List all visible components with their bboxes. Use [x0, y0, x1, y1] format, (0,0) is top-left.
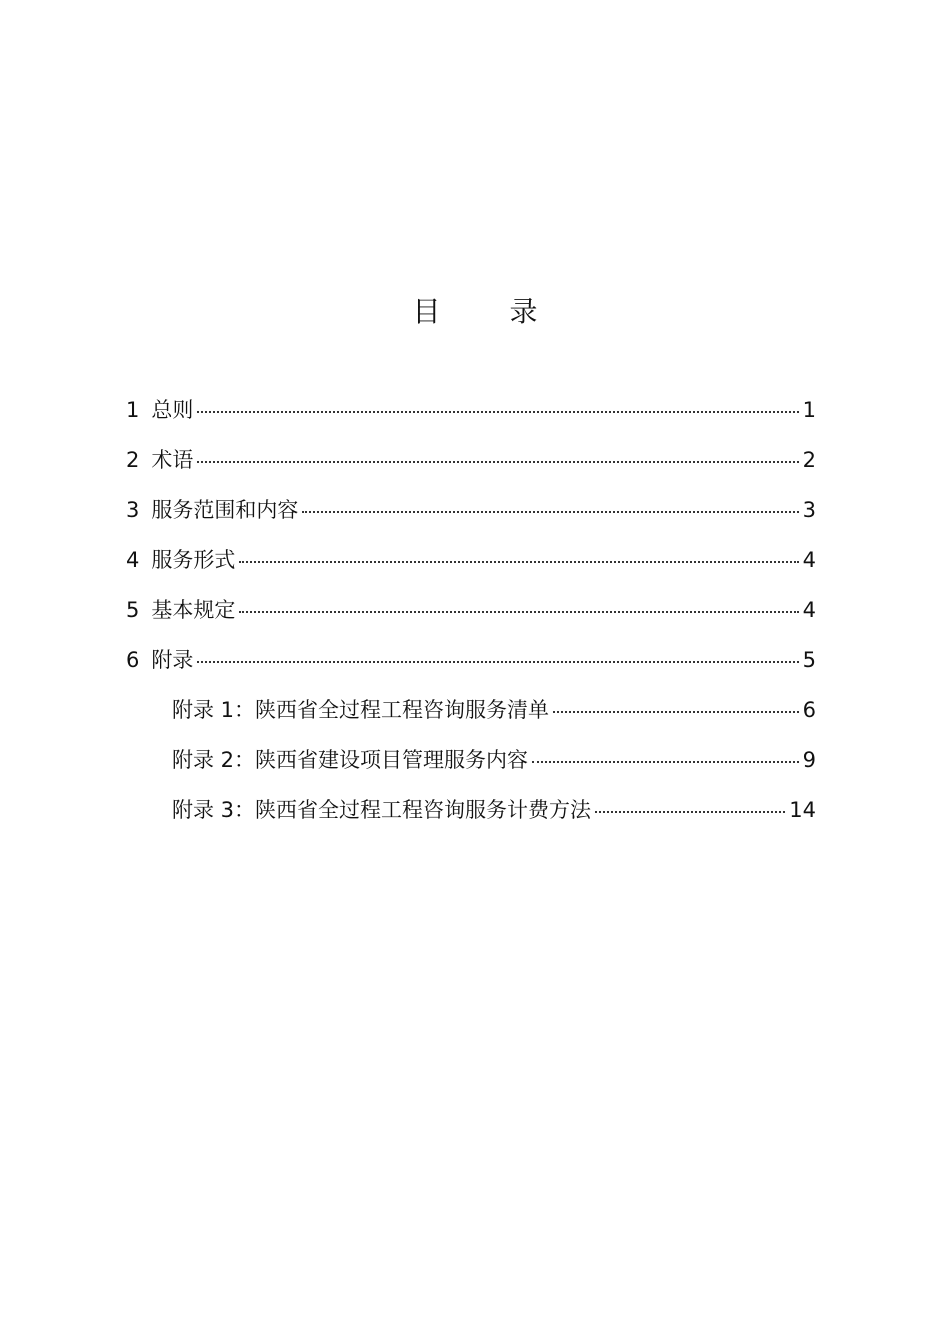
toc-entry-label: 总则 [151, 398, 194, 422]
toc-entry-number: 1 [126, 398, 140, 422]
toc-subentry-appendix-3[interactable] [126, 790, 816, 840]
toc-entry-scope[interactable] [126, 490, 816, 540]
toc-subentry-appendix-2[interactable] [126, 740, 816, 790]
toc-entry-label: 附录 3：陕西省全过程工程咨询服务计费方法 [172, 798, 592, 822]
toc-entry-label: 服务形式 [151, 548, 236, 572]
toc-dot-leader [239, 561, 798, 563]
toc-entry-page: 2 [802, 448, 816, 472]
toc-entry-number: 2 [126, 448, 140, 472]
toc-entry-page: 9 [802, 748, 816, 772]
toc-entry-service-form[interactable] [126, 540, 816, 590]
toc-entry-basic-rules[interactable] [126, 590, 816, 640]
toc-entry-page: 1 [802, 398, 816, 422]
toc-entry-terms[interactable] [126, 440, 816, 490]
toc-entry-number: 6 [126, 648, 140, 672]
toc-entry-label: 附录 [151, 648, 194, 672]
toc-entry-number: 3 [126, 498, 140, 522]
toc-entry-label: 基本规定 [151, 598, 236, 622]
toc-entry-number: 4 [126, 548, 140, 572]
toc-dot-leader [239, 611, 798, 613]
toc-entry-page: 4 [802, 548, 816, 572]
toc-entry-page: 4 [802, 598, 816, 622]
toc-entry-general[interactable] [126, 390, 816, 440]
toc-dot-leader [197, 661, 798, 663]
toc-entry-page: 5 [802, 648, 816, 672]
table-of-contents [126, 390, 816, 840]
toc-entry-page: 14 [789, 798, 816, 822]
toc-entry-label: 服务范围和内容 [151, 498, 299, 522]
toc-entry-label: 附录 2：陕西省建设项目管理服务内容 [172, 748, 529, 772]
toc-entry-label: 术语 [151, 448, 194, 472]
toc-dot-leader [197, 461, 798, 463]
toc-dot-leader [197, 411, 798, 413]
toc-entry-number: 5 [126, 598, 140, 622]
toc-entry-appendix[interactable] [126, 640, 816, 690]
toc-entry-label: 附录 1：陕西省全过程工程咨询服务清单 [172, 698, 550, 722]
toc-dot-leader [302, 511, 798, 513]
toc-title: 目 录 [412, 295, 568, 328]
toc-dot-leader [532, 761, 799, 763]
toc-entry-page: 6 [802, 698, 816, 722]
toc-subentry-appendix-1[interactable] [126, 690, 816, 740]
toc-dot-leader [595, 811, 785, 813]
toc-entry-page: 3 [802, 498, 816, 522]
toc-dot-leader [553, 711, 799, 713]
